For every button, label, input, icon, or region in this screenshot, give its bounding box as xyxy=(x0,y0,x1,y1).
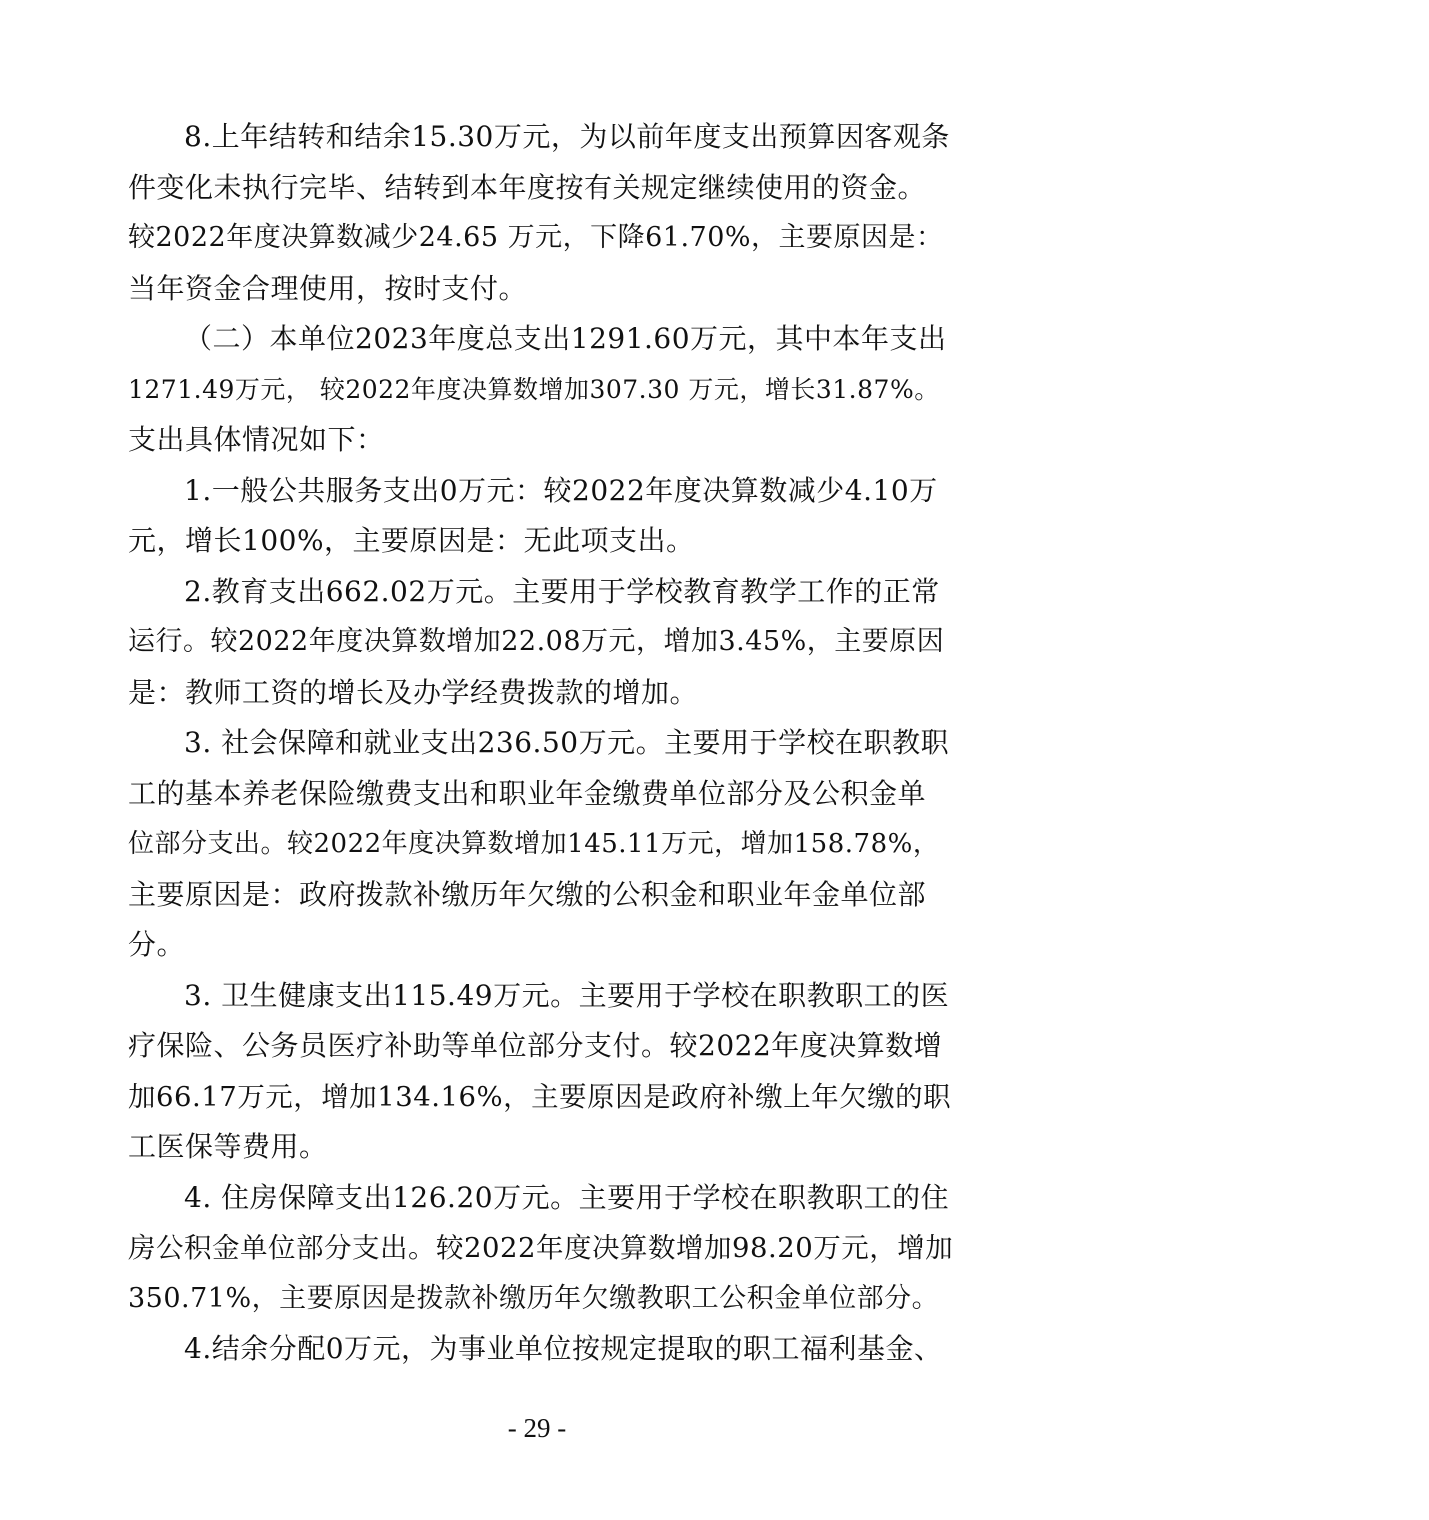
text-line: 疗保险、公务员医疗补助等单位部分支付。较2022年度决算数增 xyxy=(128,1029,943,1062)
text-line: 房公积金单位部分支出。较2022年度决算数增加98.20万元，增加 xyxy=(128,1232,954,1264)
text-line: 4.结余分配0万元，为事业单位按规定提取的职工福利基金、 xyxy=(184,1332,943,1365)
text-line: 分。 xyxy=(128,928,186,961)
text-line: 运行。较2022年度决算数增加22.08万元，增加3.45%，主要原因 xyxy=(128,626,945,657)
text-line: 工医保等费用。 xyxy=(128,1130,328,1163)
document-body xyxy=(128,112,953,1375)
page-number: - 29 - xyxy=(507,1413,567,1443)
text-line: 较2022年度决算数减少24.65 万元，下降61.70%，主要原因是： xyxy=(128,222,944,253)
text-line: 元，增长100%，主要原因是：无此项支出。 xyxy=(128,524,695,557)
text-line: 8.上年结转和结余15.30万元，为以前年度支出预算因客观条 xyxy=(184,120,950,153)
text-line: 350.71%，主要原因是拨款补缴历年欠缴教职工公积金单位部分。 xyxy=(128,1282,940,1314)
text-line: 3. 卫生健康支出115.49万元。主要用于学校在职教职工的医 xyxy=(184,978,950,1012)
text-line: 主要原因是：政府拨款补缴历年欠缴的公积金和职业年金单位部 xyxy=(128,877,927,911)
text-line: 件变化未执行完毕、结转到本年度按有关规定继续使用的资金。 xyxy=(128,170,927,204)
text-line: 当年资金合理使用，按时支付。 xyxy=(128,271,528,305)
text-line: 是：教师工资的增长及办学经费拨款的增加。 xyxy=(128,675,699,709)
text-line: （二）本单位2023年度总支出1291.60万元，其中本年支出 xyxy=(184,322,947,355)
text-line: 支出具体情况如下： xyxy=(128,423,385,456)
text-line: 位部分支出。较2022年度决算数增加145.11万元，增加158.78%， xyxy=(128,829,940,859)
text-line: 加66.17万元，增加134.16%，主要原因是政府补缴上年欠缴的职 xyxy=(128,1080,952,1113)
text-line: 工的基本养老保险缴费支出和职业年金缴费单位部分及公积金单 xyxy=(128,776,927,810)
text-line: 1.一般公共服务支出0万元：较2022年度决算数减少4.10万 xyxy=(184,473,938,507)
text-line: 4. 住房保障支出126.20万元。主要用于学校在职教职工的住 xyxy=(184,1180,950,1214)
text-line: 1271.49万元， 较2022年度决算数增加307.30 万元，增长31.87%。 xyxy=(128,374,940,404)
text-line: 2.教育支出662.02万元。主要用于学校教育教学工作的正常 xyxy=(184,574,940,608)
text-line: 3. 社会保障和就业支出236.50万元。主要用于学校在职教职 xyxy=(184,726,950,759)
